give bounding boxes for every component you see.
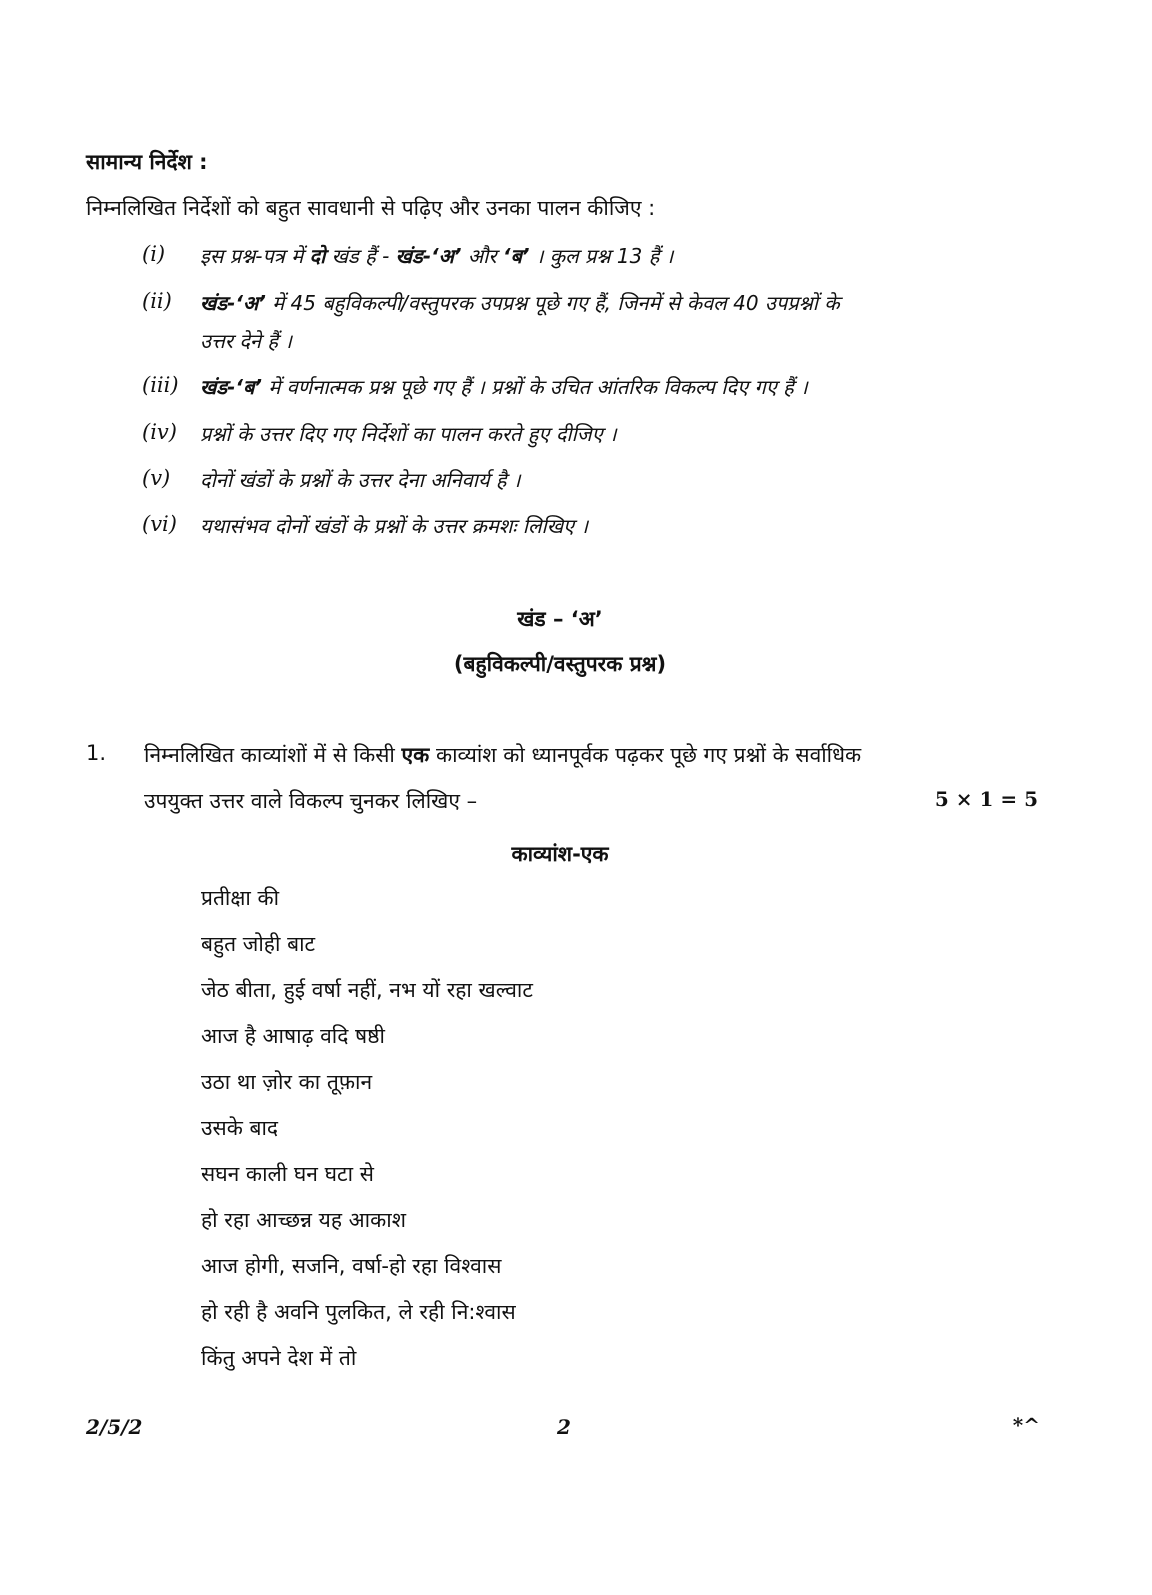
instruction-item: इस प्रश्न-पत्र में दो खंड हैं - खंड-‘अ’ और ‘ब’ । कुल प्रश्न 13 हैं । <box>200 244 674 268</box>
paper-code: 2/5/2 <box>86 1415 143 1439</box>
section-subtitle: (बहुविकल्पी/वस्तुपरक प्रश्न) <box>453 652 667 676</box>
instruction-number: (iv) <box>142 420 177 444</box>
instruction-item: प्रश्नों के उत्तर दिए गए निर्देशों का पालन करते हुए दीजिए । <box>200 422 617 446</box>
general-instructions-intro: निम्नलिखित निर्देशों को बहुत सावधानी से पढ़िए और उनका पालन कीजिए : <box>86 196 656 220</box>
poem-line: हो रही है अवनि पुलकित, ले रही नि:श्वास <box>201 1300 516 1324</box>
instruction-item: दोनों खंडों के प्रश्नों के उत्तर देना अनिवार्य है । <box>200 468 521 492</box>
instruction-item-continued: उत्तर देने हैं । <box>200 329 292 353</box>
question-number: 1. <box>86 741 107 765</box>
instruction-number: (vi) <box>142 512 177 536</box>
poem-line: आज है आषाढ़ वदि षष्ठी <box>201 1024 385 1048</box>
section-title: खंड – ‘अ’ <box>517 607 603 631</box>
poem-line: उसके बाद <box>201 1116 279 1140</box>
poem-line: प्रतीक्षा की <box>201 886 280 910</box>
poem-line: हो रहा आच्छन्न यह आकाश <box>201 1208 406 1232</box>
instruction-item: खंड-‘ब’ में वर्णनात्मक प्रश्न पूछे गए हैं । प्रश्नों के उचित आंतरिक विकल्प दिए गए हैं । <box>200 375 808 399</box>
question-text: निम्नलिखित काव्यांशों में से किसी एक काव्यांश को ध्यानपूर्वक पढ़कर पूछे गए प्रश्नों के सर्वाधिक <box>144 743 862 767</box>
general-instructions-title: सामान्य निर्देश : <box>86 150 208 174</box>
instruction-item: यथासंभव दोनों खंडों के प्रश्नों के उत्तर क्रमशः लिखिए । <box>200 514 589 538</box>
page-number: 2 <box>557 1415 571 1439</box>
poem-line: उठा था ज़ोर का तूफ़ान <box>201 1070 373 1094</box>
poem-line: आज होगी, सजनि, वर्षा-हो रहा विश्वास <box>201 1254 502 1278</box>
instruction-number: (v) <box>142 466 171 490</box>
instruction-item: खंड-‘अ’ में 45 बहुविकल्पी/वस्तुपरक उपप्रश्न पूछे गए हैं, जिनमें से केवल 40 उपप्रश्नों के <box>200 291 840 315</box>
question-text-continued: उपयुक्त उत्तर वाले विकल्प चुनकर लिखिए – <box>144 789 478 813</box>
footer-mark: *^ <box>1012 1413 1040 1437</box>
poem-line: किंतु अपने देश में तो <box>201 1346 357 1370</box>
question-marks: 5 × 1 = 5 <box>934 787 1038 811</box>
poem-line: बहुत जोही बाट <box>201 932 316 956</box>
passage-title: काव्यांश-एक <box>511 842 609 866</box>
poem-line: सघन काली घन घटा से <box>201 1162 374 1186</box>
instruction-number: (iii) <box>142 373 179 397</box>
instruction-number: (ii) <box>142 289 172 313</box>
poem-line: जेठ बीता, हुई वर्षा नहीं, नभ यों रहा खल्वाट <box>201 978 533 1002</box>
instruction-number: (i) <box>142 242 166 266</box>
